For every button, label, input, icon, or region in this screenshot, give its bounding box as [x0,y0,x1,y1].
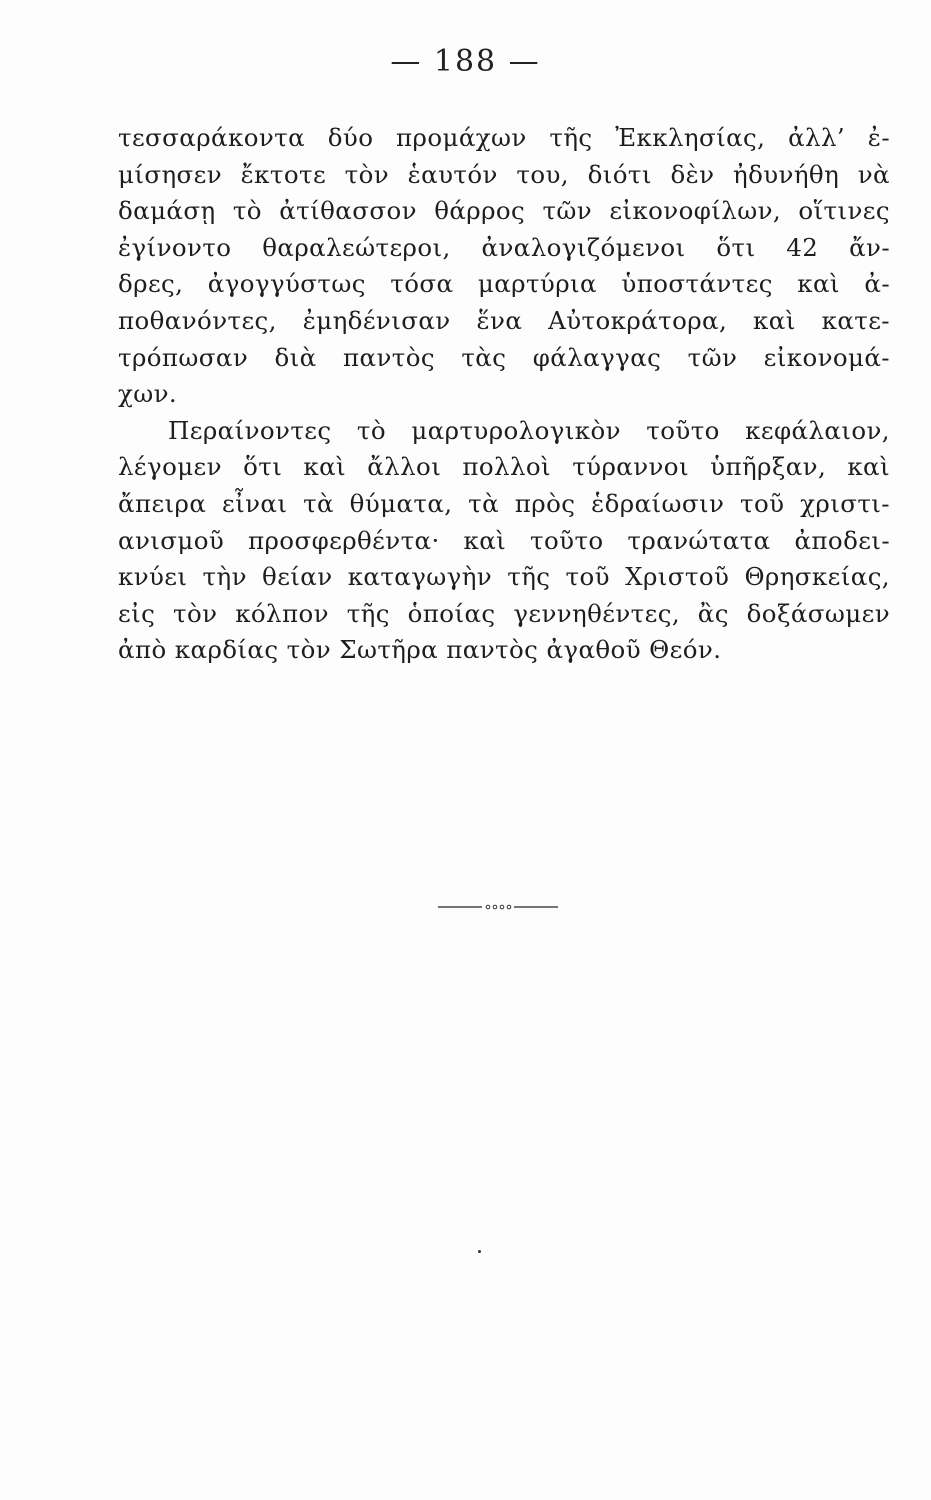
text-line: δαμάσῃ τὸ ἀτίθασσον θάρρος τῶν εἰκονοφίλων, οἵτινες [118,196,890,226]
paper-speck [478,1250,481,1253]
text-line: ποθανόντες, ἐμηδένισαν ἕνα Αὐτοκράτορα, καὶ κατε- [118,305,890,335]
text-line: λέγομεν ὅτι καὶ ἄλλοι πολλοὶ τύραννοι ὑπῆρξαν, καὶ [118,452,890,482]
text-line: ανισμοῦ προσφερθέντα· καὶ τοῦτο τρανώτατα ἀποδει- [118,525,890,555]
end-ornament [438,903,558,911]
text-line: μίσησεν ἔκτοτε τὸν ἑαυτόν του, διότι δὲν ἠδυνήθη νὰ [118,159,890,189]
text-line: ἄπειρα εἶναι τὰ θύματα, τὰ πρὸς ἑδραίωσιν τοῦ χριστι- [118,488,890,518]
body-text [118,120,890,669]
text-line: χων. [118,379,178,409]
text-line: τρόπωσαν διὰ παντὸς τὰς φάλαγγας τῶν εἰκονομά- [118,342,890,372]
text-line: Περαίνοντες τὸ μαρτυρολογικὸν τοῦτο κεφάλαιον, [168,415,890,445]
text-line: ἐγίνοντο θαραλεώτεροι, ἀναλογιζόμενοι ὅτι 42 ἄν- [118,232,890,262]
text-line: δρες, ἀγογγύστως τόσα μαρτύρια ὑποστάντες καὶ ἀ- [118,269,890,299]
text-line: εἰς τὸν κόλπον τῆς ὁποίας γεννηθέντες, ἂς δοξάσωμεν [118,598,890,628]
text-line: τεσσαράκοντα δύο προμάχων τῆς Ἐκκλησίας, ἀλλ’ ἐ- [118,123,890,152]
text-line: κνύει τὴν θείαν καταγωγὴν τῆς τοῦ Χριστοῦ Θρησκείας, [118,562,890,592]
page-number: — 188 — [390,44,541,79]
text-line: ἀπὸ καρδίας τὸν Σωτῆρα παντὸς ἀγαθοῦ Θεόν. [118,635,722,665]
